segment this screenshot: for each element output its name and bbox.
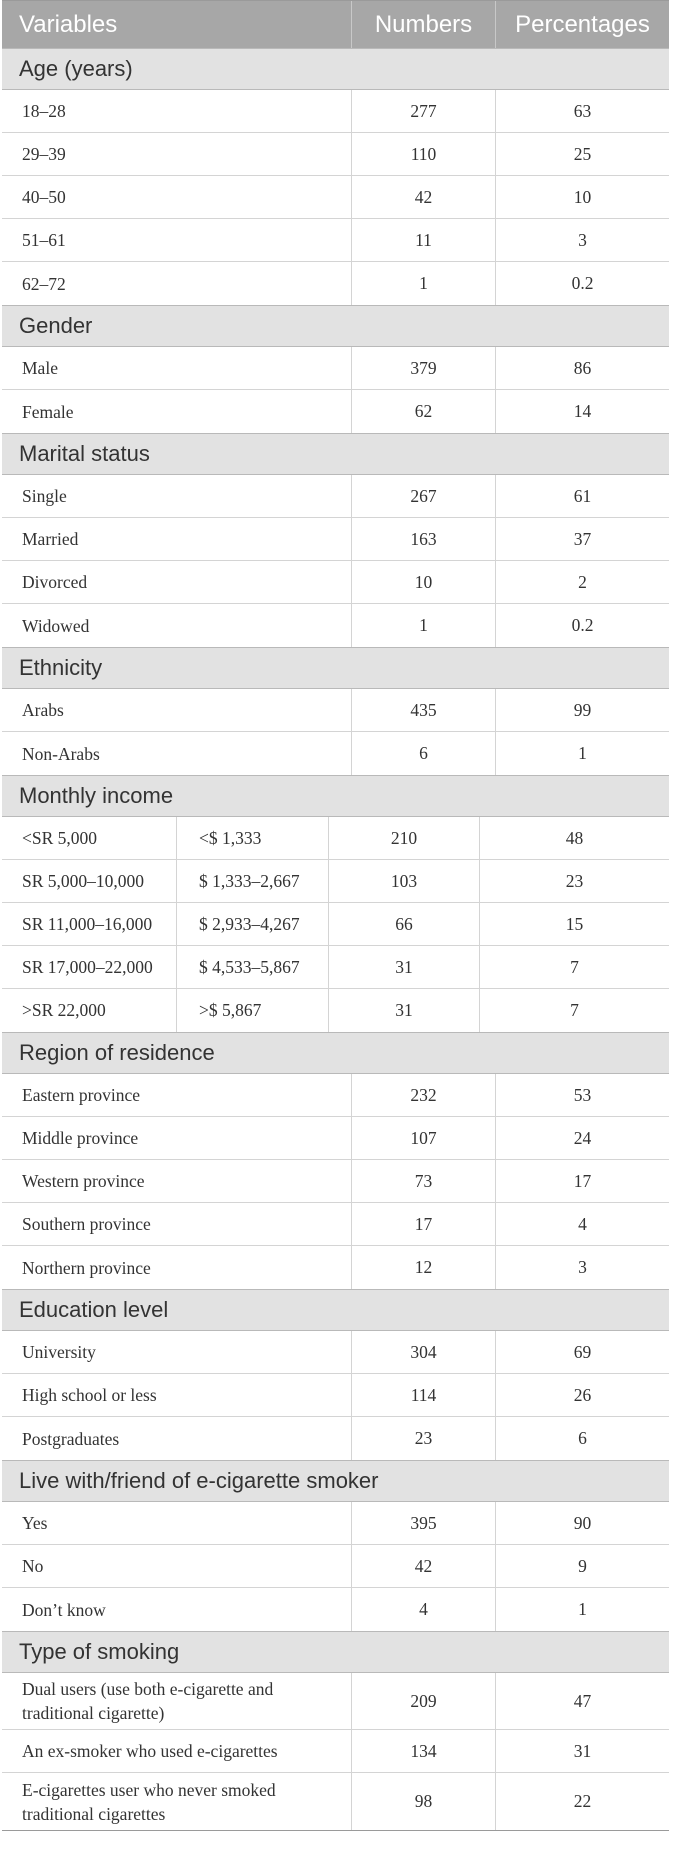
row-percent: 26 xyxy=(573,1384,592,1405)
table-row xyxy=(2,1117,669,1160)
row-percent: 0.2 xyxy=(571,273,594,293)
row-number: 277 xyxy=(352,90,496,132)
row-percent: 90 xyxy=(573,1512,592,1533)
row-number: 435 xyxy=(352,689,496,731)
row-label: Eastern province xyxy=(2,1074,352,1116)
table-row xyxy=(2,1417,669,1460)
table-row xyxy=(2,561,669,604)
row-number: 23 xyxy=(352,1417,496,1460)
row-label: Female xyxy=(2,390,352,433)
row-number: 31 xyxy=(329,946,480,988)
table-row xyxy=(2,1588,669,1631)
table-row xyxy=(2,1331,669,1374)
row-number: 1 xyxy=(352,262,496,305)
row-number: 267 xyxy=(352,475,496,517)
table-row xyxy=(2,1246,669,1289)
row-percent: 3 xyxy=(578,229,587,250)
header-variables: Variables xyxy=(2,1,352,48)
income-usd: $ 2,933–4,267 xyxy=(177,903,329,945)
row-number: 134 xyxy=(352,1730,496,1772)
header-numbers: Numbers xyxy=(352,1,496,48)
row-percent: 69 xyxy=(573,1341,592,1362)
row-number: 73 xyxy=(352,1160,496,1202)
row-number: 209 xyxy=(352,1673,496,1729)
row-label: Western province xyxy=(2,1160,352,1202)
row-label: Single xyxy=(2,475,352,517)
income-usd: $ 1,333–2,667 xyxy=(177,860,329,902)
table-row xyxy=(2,1374,669,1417)
row-label: Arabs xyxy=(2,689,352,731)
row-percent: 2 xyxy=(578,571,587,592)
income-sr: SR 11,000–16,000 xyxy=(2,903,177,945)
row-number: 304 xyxy=(352,1331,496,1373)
income-usd: <$ 1,333 xyxy=(177,817,329,859)
row-number: 114 xyxy=(352,1374,496,1416)
row-number: 210 xyxy=(329,817,480,859)
row-percent: 1 xyxy=(578,743,587,763)
section-marital-status: Marital status xyxy=(2,433,669,475)
row-number: 6 xyxy=(352,732,496,775)
row-percent: 53 xyxy=(573,1084,592,1105)
table-row xyxy=(2,903,669,946)
income-sr: <SR 5,000 xyxy=(2,817,177,859)
row-label: Widowed xyxy=(2,604,352,647)
row-label: 62–72 xyxy=(2,262,352,305)
row-label: 18–28 xyxy=(2,90,352,132)
row-percent: 7 xyxy=(570,1000,579,1020)
table-row xyxy=(2,1545,669,1588)
row-number: 232 xyxy=(352,1074,496,1116)
section-monthly-income: Monthly income xyxy=(2,775,669,817)
table-row xyxy=(2,347,669,390)
table-row xyxy=(2,133,669,176)
row-percent: 15 xyxy=(565,913,584,934)
row-label: Divorced xyxy=(2,561,352,603)
row-number: 42 xyxy=(352,176,496,218)
row-percent: 14 xyxy=(573,401,592,421)
income-sr: SR 5,000–10,000 xyxy=(2,860,177,902)
row-percent: 1 xyxy=(578,1599,587,1619)
row-percent: 37 xyxy=(573,528,592,549)
row-percent: 63 xyxy=(573,100,592,121)
row-number: 10 xyxy=(352,561,496,603)
section-ethnicity: Ethnicity xyxy=(2,647,669,689)
row-label: 51–61 xyxy=(2,219,352,261)
table-row xyxy=(2,1203,669,1246)
row-label: E-cigarettes user who never smoked traditional cigarettes xyxy=(2,1773,352,1830)
row-number: 4 xyxy=(352,1588,496,1631)
row-label: An ex-smoker who used e-cigarettes xyxy=(2,1730,352,1772)
row-number: 98 xyxy=(352,1773,496,1830)
row-percent: 47 xyxy=(573,1690,592,1711)
row-label: Married xyxy=(2,518,352,560)
row-percent: 61 xyxy=(573,485,592,506)
table-row xyxy=(2,1502,669,1545)
table-row xyxy=(2,604,669,647)
row-label: Yes xyxy=(2,1502,352,1544)
table-row xyxy=(2,90,669,133)
row-label: 40–50 xyxy=(2,176,352,218)
income-sr: SR 17,000–22,000 xyxy=(2,946,177,988)
row-label: High school or less xyxy=(2,1374,352,1416)
row-label: Male xyxy=(2,347,352,389)
table-row xyxy=(2,1074,669,1117)
table-row xyxy=(2,1673,669,1730)
row-percent: 24 xyxy=(573,1127,592,1148)
row-number: 11 xyxy=(352,219,496,261)
header-percentages: Percentages xyxy=(515,10,650,38)
demographics-table xyxy=(2,0,669,1831)
table-row xyxy=(2,989,669,1032)
row-number: 31 xyxy=(329,989,480,1032)
section-gender: Gender xyxy=(2,305,669,347)
table-row xyxy=(2,860,669,903)
row-number: 395 xyxy=(352,1502,496,1544)
table-row xyxy=(2,732,669,775)
row-percent: 25 xyxy=(573,143,592,164)
row-percent: 6 xyxy=(578,1428,587,1448)
row-label: No xyxy=(2,1545,352,1587)
table-row xyxy=(2,946,669,989)
section-region: Region of residence xyxy=(2,1032,669,1074)
row-label: Southern province xyxy=(2,1203,352,1245)
row-number: 110 xyxy=(352,133,496,175)
row-number: 163 xyxy=(352,518,496,560)
section-live-with: Live with/friend of e-cigarette smoker xyxy=(2,1460,669,1502)
row-label: Dual users (use both e-cigarette and traditional cigarette) xyxy=(2,1673,352,1729)
row-number: 107 xyxy=(352,1117,496,1159)
row-label: Northern province xyxy=(2,1246,352,1289)
row-percent: 22 xyxy=(573,1791,592,1811)
table-row xyxy=(2,689,669,732)
row-number: 379 xyxy=(352,347,496,389)
row-label: Don’t know xyxy=(2,1588,352,1631)
row-label: 29–39 xyxy=(2,133,352,175)
row-percent: 7 xyxy=(570,956,579,977)
table-row xyxy=(2,390,669,433)
section-age: Age (years) xyxy=(2,48,669,90)
row-label: Middle province xyxy=(2,1117,352,1159)
row-percent: 0.2 xyxy=(571,615,594,635)
table-row xyxy=(2,262,669,305)
row-percent: 48 xyxy=(565,827,584,848)
row-percent: 3 xyxy=(578,1257,587,1277)
row-percent: 17 xyxy=(573,1170,592,1191)
section-smoking-type: Type of smoking xyxy=(2,1631,669,1673)
row-number: 42 xyxy=(352,1545,496,1587)
table-row xyxy=(2,1730,669,1773)
row-number: 62 xyxy=(352,390,496,433)
row-number: 103 xyxy=(329,860,480,902)
row-percent: 99 xyxy=(573,699,592,720)
table-row xyxy=(2,1160,669,1203)
row-percent: 31 xyxy=(573,1740,592,1761)
row-percent: 86 xyxy=(573,357,592,378)
row-label: Postgraduates xyxy=(2,1417,352,1460)
section-education: Education level xyxy=(2,1289,669,1331)
row-percent: 10 xyxy=(573,186,592,207)
row-number: 12 xyxy=(352,1246,496,1289)
income-sr: >SR 22,000 xyxy=(2,989,177,1032)
table-row xyxy=(2,1773,669,1830)
table-row xyxy=(2,475,669,518)
table-row xyxy=(2,817,669,860)
table-row xyxy=(2,518,669,561)
row-number: 66 xyxy=(329,903,480,945)
row-label: Non-Arabs xyxy=(2,732,352,775)
row-percent: 4 xyxy=(578,1213,587,1234)
row-percent: 9 xyxy=(578,1555,587,1576)
table-row xyxy=(2,219,669,262)
income-usd: >$ 5,867 xyxy=(177,989,329,1032)
table-row xyxy=(2,176,669,219)
row-number: 1 xyxy=(352,604,496,647)
income-usd: $ 4,533–5,867 xyxy=(177,946,329,988)
row-number: 17 xyxy=(352,1203,496,1245)
table-header xyxy=(2,1,669,48)
row-label: University xyxy=(2,1331,352,1373)
row-percent: 23 xyxy=(565,870,584,891)
